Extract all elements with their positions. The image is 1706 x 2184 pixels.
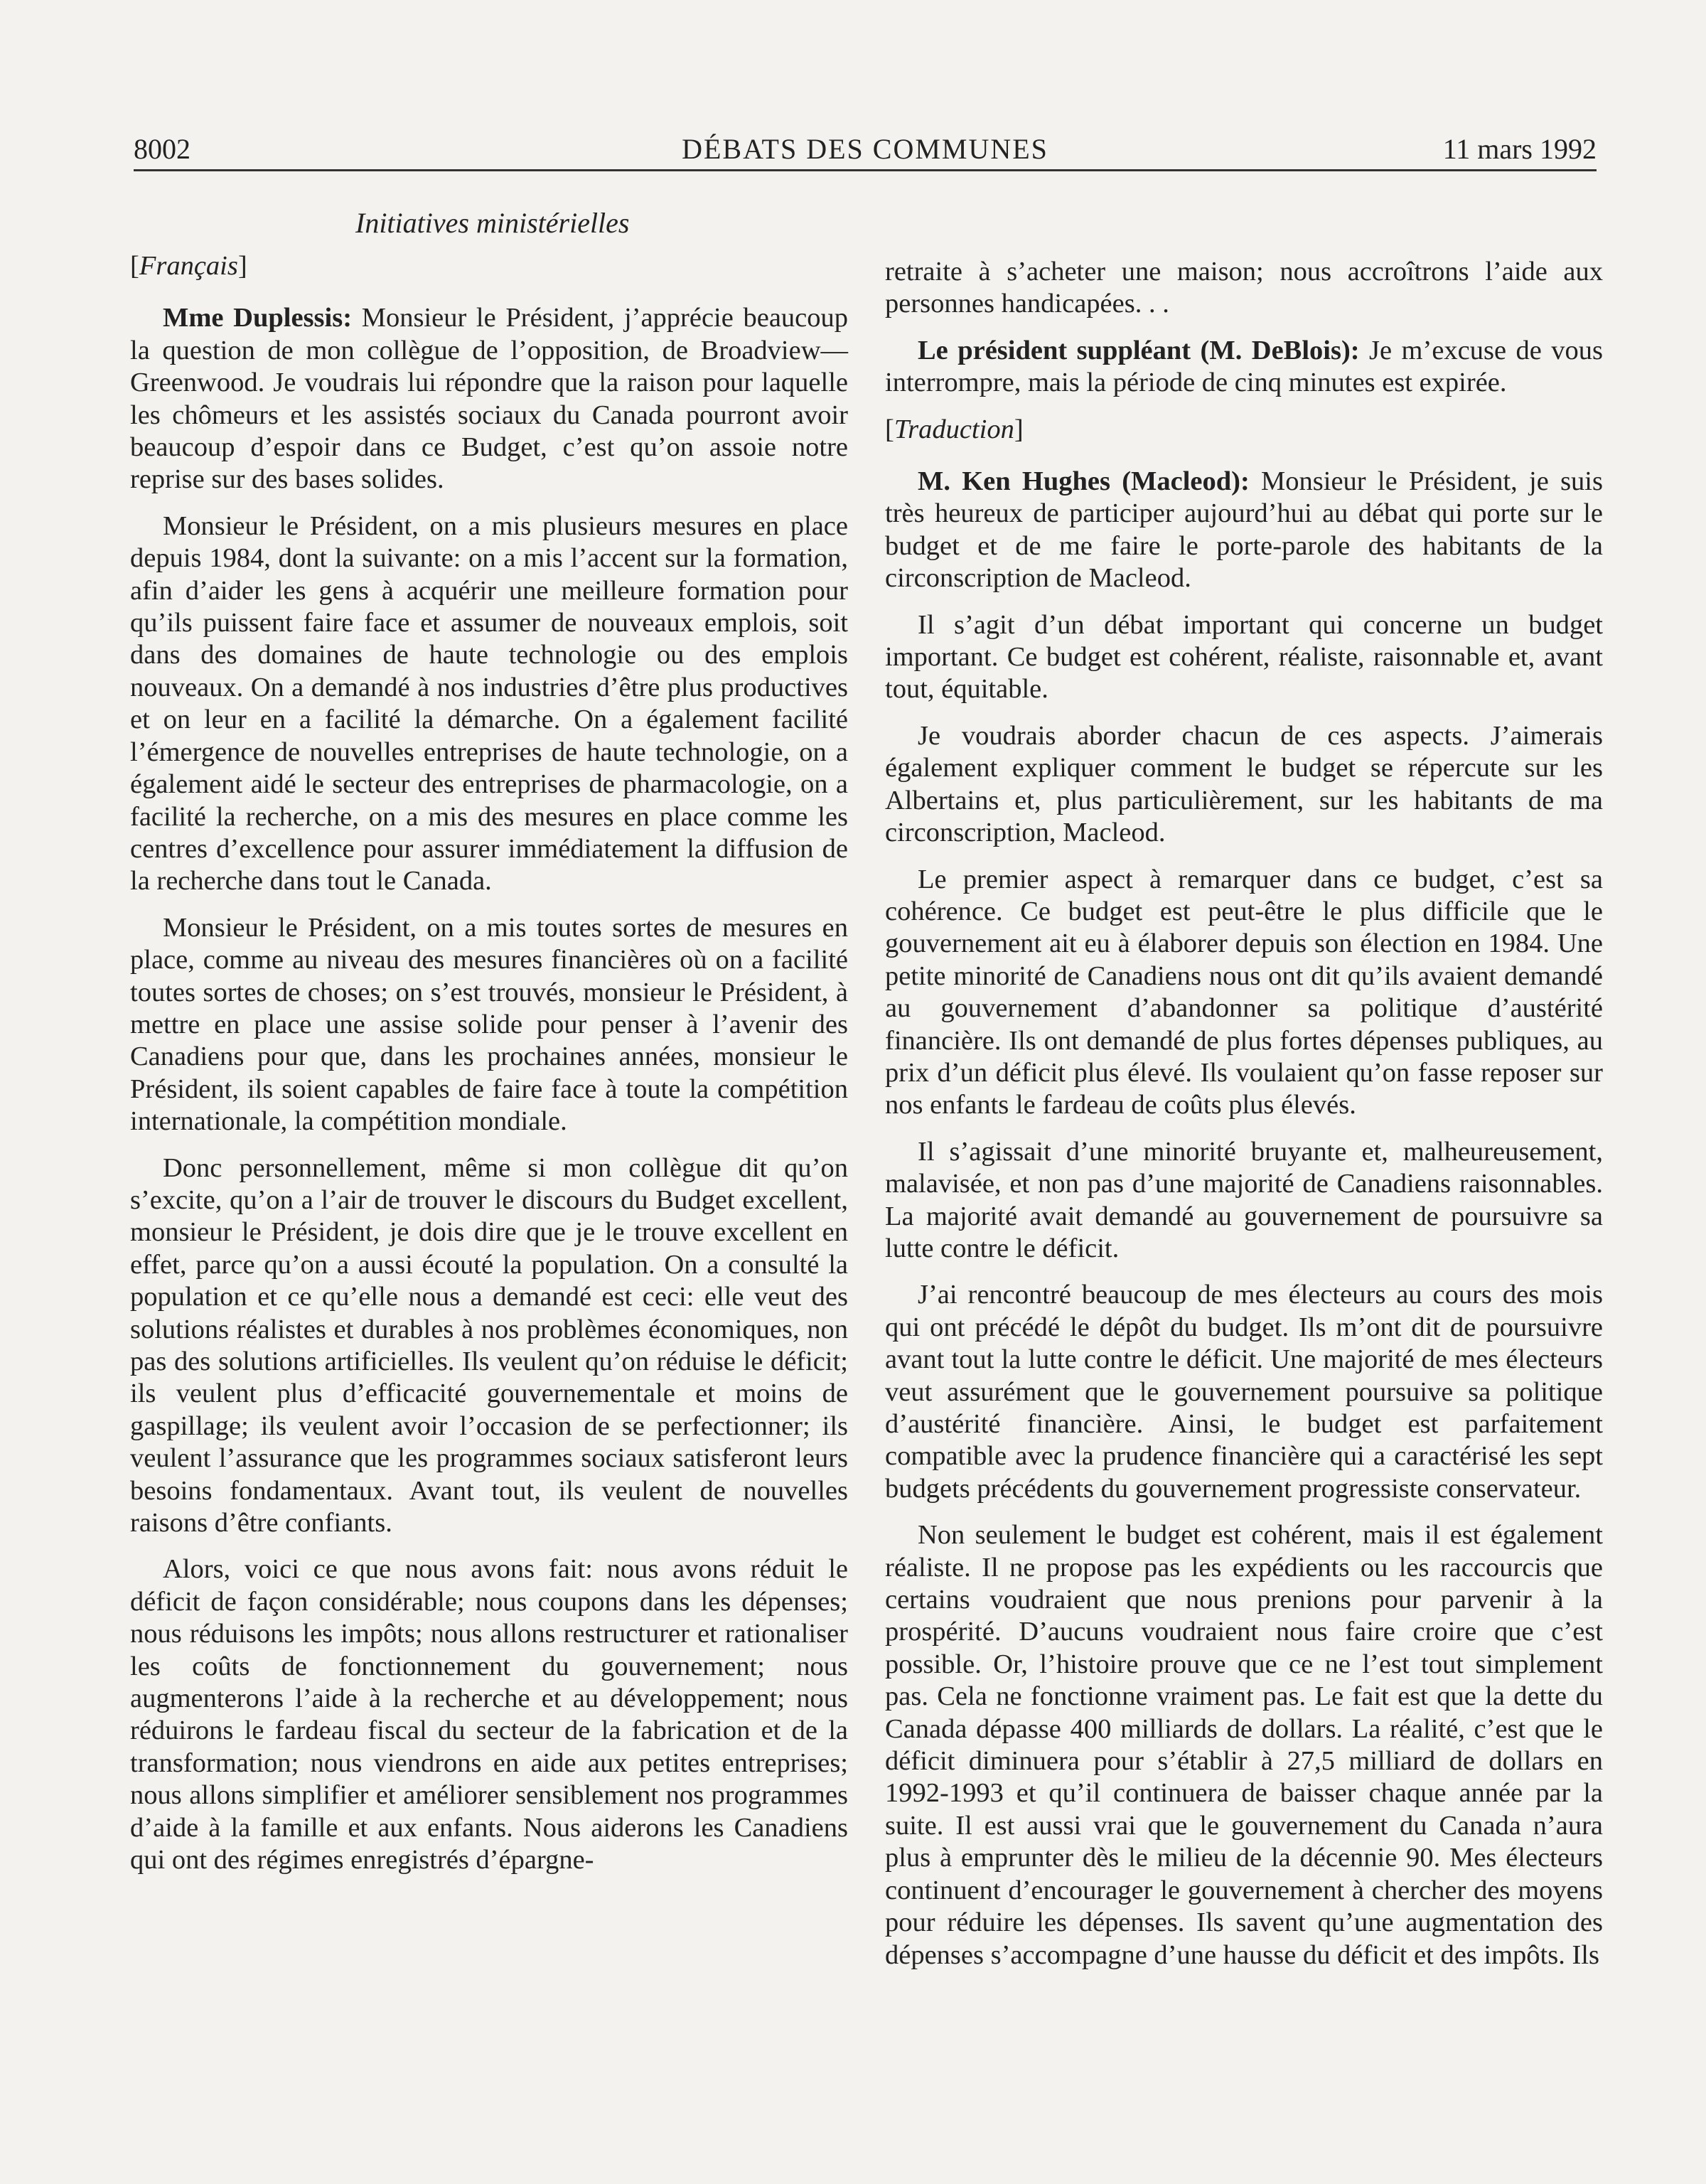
paragraph: Il s’agit d’un débat important qui concerne un budget important. Ce budget est cohérent, réaliste, raisonnable et, avant tout, équitable. [885,609,1603,705]
paragraph: retraite à s’acheter une maison; nous accroîtrons l’aide aux personnes handicapées. . . [885,257,1603,319]
paragraph: Alors, voici ce que nous avons fait: nous avons réduit le déficit de façon considérable; nous coupons dans les dépenses; nous réduisons les impôts; nous allons restructurer et rationaliser les coûts de fonctionnement du gouvernement; nous augmenterons l’aide à la recherche et au développement; nous réduirons le fardeau fiscal du secteur de la fabrication et de la transformation; nous viendrons en aide aux petites entreprises; nous allons simplifier et améliorer sensiblement nos programmes d’aide à la famille et aux enfants. Nous aiderons les Canadiens qui ont des régimes enregistrés d’épargne- [130,1554,848,1875]
speaker-name: M. Ken Hughes (Macleod): [918,466,1250,497]
paragraph: Monsieur le Président, on a mis toutes sortes de mesures en place, comme au niveau des mesures financières où on a facilité toutes sortes de choses; on s’est trouvés, monsieur le Président, à mettre en place une assise solide pour penser à l’avenir des Canadiens pour que, dans les prochaines années, monsieur le Président, ils soient capables de faire face à toute la compétition internationale, la compétition mondiale. [130,912,848,1137]
page-header [134,127,1597,172]
language-tag: [Français] [130,251,247,281]
paragraph: Donc personnellement, même si mon collègue dit qu’on s’excite, qu’on a l’air de trouver le discours du Budget excellent, monsieur le Président, je dois dire que je le trouve excellent en effet, parce qu’on a aussi écouté la population. On a consulté la population et ce qu’elle nous a demandé est ceci: elle veut des solutions réalistes et durables à nos problèmes économiques, non pas des solutions artificielles. Ils veulent qu’on réduise le déficit; ils veulent plus d’efficacité gouvernementale et moins de gaspillage; ils veulent avoir l’occasion de se perfectionner; ils veulent l’assurance que les programmes sociaux satisferont leurs besoins fondamentaux. Avant tout, ils veulent de nouvelles raisons d’être confiants. [130,1152,848,1538]
issue-date: 11 mars 1992 [1442,133,1597,165]
speaker-name: Le président suppléant (M. DeBlois): [918,335,1360,365]
paragraph: Il s’agissait d’une minorité bruyante et, malheureusement, malavisée, et non pas d’une majorité de Canadiens raisonnables. La majorité avait demandé au gouvernement de poursuivre sa lutte contre le déficit. [885,1136,1603,1263]
language-tag: [Traduction] [885,414,1024,444]
left-column [130,250,848,1891]
paragraph: J’ai rencontré beaucoup de mes électeurs au cours des mois qui ont précédé le dépôt du budget. Ils m’ont dit de poursuivre avant tout la lutte contre le déficit. Une majorité de mes électeurs veut assurément que le gouvernement poursuive sa politique d’austérité financière. Ainsi, le budget est parfaitement compatible avec la prudence financière qui a caractérisé les sept budgets précédents du gouvernement progressiste conservateur. [885,1280,1603,1504]
publication-title: DÉBATS DES COMMUNES [682,133,1048,165]
paragraph: Non seulement le budget est cohérent, mais il est également réaliste. Il ne propose pas les expédients ou les raccourcis que certains voudraient que nous prenions pour parvenir à la prospérité. D’aucuns voudraient nous faire croire que c’est possible. Or, l’histoire prouve que ce ne l’est tout simplement pas. Cela ne fonctionne vraiment pas. Le fait est que la dette du Canada dépasse 400 milliards de dollars. La réalité, c’est que le déficit diminuera pour s’établir à 27,5 milliard de dollars en 1992-1993 et qu’il continuera de baisser chaque année par la suite. Il est aussi vrai que le gouvernement du Canada n’aura plus à emprunter dès le milieu de la décennie 90. Mes électeurs continuent d’encourager le gouvernement à chercher des moyens pour réduire les dépenses. Ils savent qu’une augmentation des dépenses s’accompagne d’une hausse du déficit et des impôts. Ils [885,1520,1603,1970]
header-rule [134,169,1597,171]
paragraph: Le président suppléant (M. DeBlois): Je m’excuse de vous interrompre, mais la période de cinq minutes est expirée. [885,335,1603,398]
paragraph: M. Ken Hughes (Macleod): Monsieur le Président, je suis très heureux de participer aujourd’hui au débat qui porte sur le budget et de me faire le porte-parole des habitants de la circonscription de Macleod. [885,466,1603,594]
right-column [885,256,1603,1986]
paragraph: Le premier aspect à remarquer dans ce budget, c’est sa cohérence. Ce budget est peut-être le plus difficile que le gouvernement ait eu à élaborer depuis son élection en 1984. Une petite minorité de Canadiens nous ont dit qu’ils avaient demandé au gouvernement d’abandonner sa politique d’austérité financière. Ils ont demandé de plus fortes dépenses publiques, au prix d’un déficit plus élevé. Ils voulaient qu’on fasse reposer sur nos enfants le fardeau de coûts plus élevés. [885,864,1603,1120]
paragraph: Monsieur le Président, on a mis plusieurs mesures en place depuis 1984, dont la suivante: on a mis l’accent sur la formation, afin d’aider les gens à acquérir une meilleure formation pour qu’ils puissent faire face et assumer de nouveaux emplois, soit dans des domaines de haute technologie ou des emplois nouveaux. On a demandé à nos industries d’être plus productives et on leur en a facilité la démarche. On a également facilité l’émergence de nouvelles entreprises de haute technologie, on a également aidé le secteur des entreprises de pharmacologie, on a facilité la recherche, on a mis des mesures en place comme les centres d’excellence pour assurer immédiatement la diffusion de la recherche dans tout le Canada. [130,510,848,896]
speaker-name: Mme Duplessis: [163,303,353,333]
paragraph: Je voudrais aborder chacun de ces aspects. J’aimerais également expliquer comment le budget se répercute sur les Albertains et, plus particulièrement, sur les habitants de ma circonscription, Macleod. [885,720,1603,848]
section-heading: Initiatives ministérielles [355,207,630,239]
paragraph: Mme Duplessis: Monsieur le Président, j’apprécie beaucoup la question de mon collègue de l’opposition, de Broadview—Greenwood. Je voudrais lui répondre que la raison pour laquelle les chômeurs et les assistés sociaux du Canada pourront avoir beaucoup d’espoir dans ce Budget, c’est qu’on assoie notre reprise sur des bases solides. [130,303,849,495]
page-number: 8002 [134,133,191,165]
